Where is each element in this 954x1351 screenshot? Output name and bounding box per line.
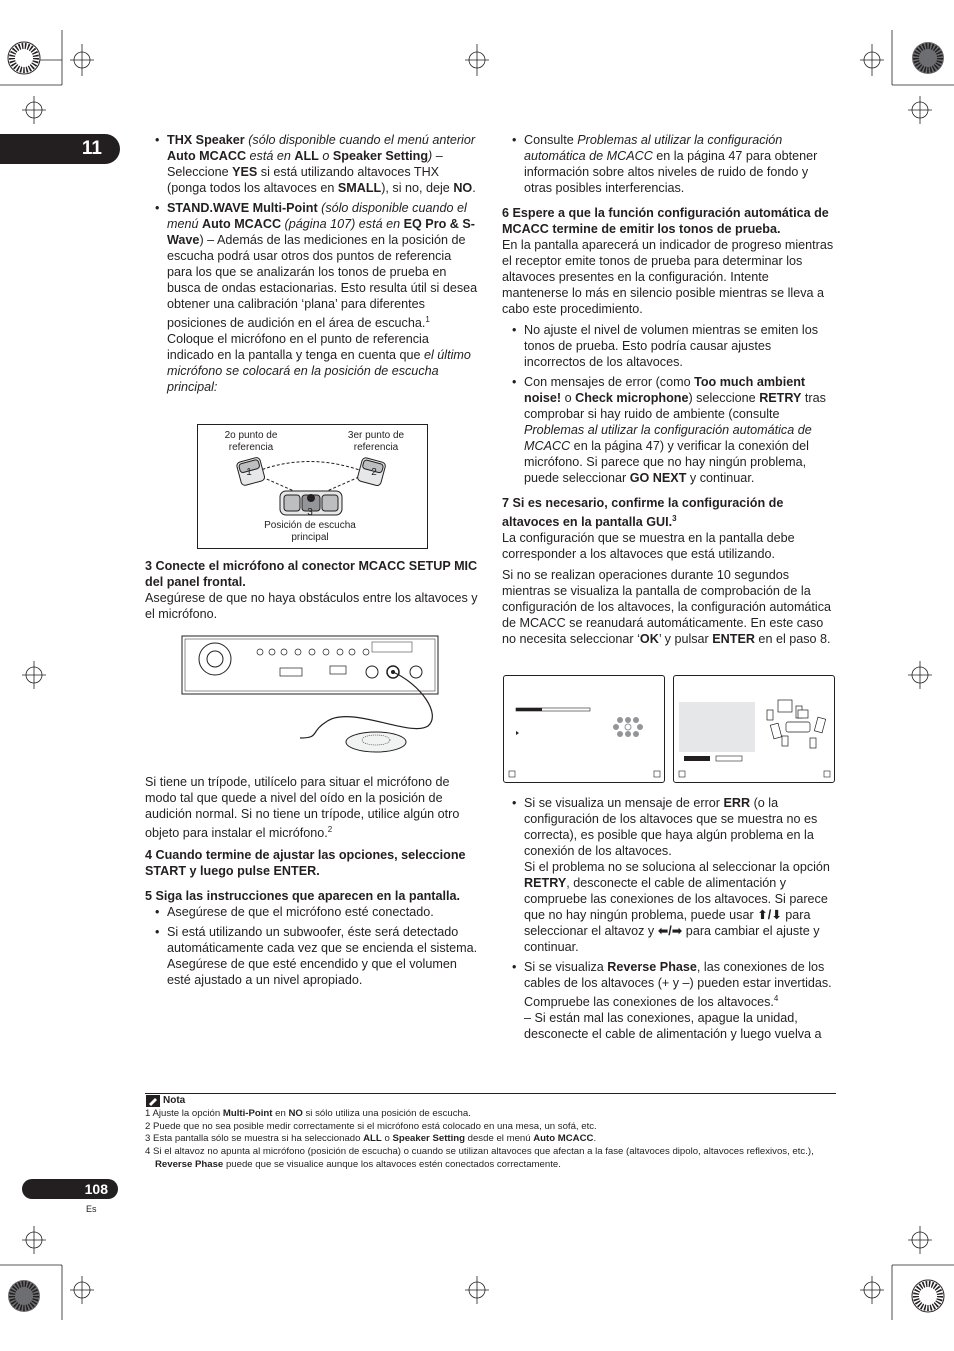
front-panel-figure (180, 634, 442, 754)
progress-screen-figure (503, 675, 665, 783)
step-7-p1: La configuración que se muestra en la pantalla debe corresponder a los altavoces que está utilizando. (502, 531, 795, 562)
chapter-tab: 11 (0, 134, 120, 164)
language-code: Es (86, 1204, 97, 1214)
step-5-bullet-2: • Si está utilizando un subwoofer, éste será detectado automáticamente cada vez que se encienda el sistema. Asegúrese de que esté encendido y que el volumen esté ajustado a un nivel apropiado. (145, 924, 478, 988)
listening-position-label: Posición de escucha principal (264, 520, 356, 543)
right-column-lower (502, 795, 836, 1046)
point-3-number: 3 (307, 507, 313, 518)
reverse-phase-bullet: • Si se visualiza Reverse Phase, las conexiones de los cables de los altavoces (+ y –) pueden estar invertidas. Compruebe las conexiones de los altavoces.$^4$ – Si están mal las conexiones, apague la unidad, desconecte el cable de alimentación y luego vuelva a (502, 959, 836, 1042)
step-5-bullet-1: • Asegúrese de que el micrófono esté conectado. (145, 904, 478, 920)
footnote-3: 3 Esta pantalla sólo se muestra si ha seleccionado ALL o Speaker Setting desde el menú Auto MCACC. (145, 1133, 597, 1145)
right-column (502, 132, 836, 652)
footnote-2: 2 Puede que no sea posible medir correctamente si el micrófono está colocado en una mesa, un sofá, etc. (145, 1120, 597, 1132)
step-6-bullet-2: • Con mensajes de error (como Too much ambient noise! o Check microphone) seleccione RETRY tras comprobar si hay ruido de ambiente (consulte Problemas al utilizar la configuración automática de MCACC en la página 47) y verificar la conexión del micrófono. Si parece que no hay ningún problema, puede seleccionar GO NEXT y continuar. (502, 374, 836, 486)
page-number: 108 (22, 1179, 118, 1199)
step-5: 5 Siga las instrucciones que aparecen en la pantalla. • Asegúrese de que el micrófono esté conectado. • Si está utilizando un subwoofer, éste será detectado automáticamente cada vez que se encienda el sistema. Asegúrese de que esté encendido y que el volumen esté ajustado a un nivel apropiado. (145, 888, 478, 992)
note-pencil-icon (146, 1095, 160, 1107)
left-column (145, 132, 478, 399)
front-panel-drawing (180, 634, 442, 754)
reference-points-figure (197, 424, 428, 549)
step-7-p2: Si no se realizan operaciones durante 10 segundos mientras se visualiza la pantalla de comprobación de la configuración de los altavoces, la configuración automática de MCACC se reanudará automáticamente. En este caso no necesita seleccionar ‘OK’ y pulsar ENTER en el paso 8. (502, 568, 832, 647)
step-6-title: 6 Espere a que la función configuración automática de MCACC termine de emitir los tonos de prueba. (502, 206, 829, 236)
speaker-check-screen-figure (673, 675, 835, 783)
ref-point-3-label: 3er punto de referencia (347, 430, 405, 453)
ref-point-2-label: 2o punto de referencia (224, 430, 278, 453)
progress-screen-drawing (504, 676, 666, 784)
point-2-number: 2 (371, 467, 377, 478)
step-3: 3 Conecte el micrófono al conector MCACC SETUP MIC del panel frontal. Asegúrese de que no haya obstáculos entre los altavoces y el micrófono. (145, 559, 478, 621)
speaker-check-screen-drawing (674, 676, 836, 784)
standwave-bullet: • STAND.WAVE Multi-Point (sólo disponible cuando el menú Auto MCACC (página 107) está en EQ Pro & S-Wave) – Además de las mediciones en la posición de escucha podrá usar otros dos puntos de referencia para los que se analizarán los tonos de prueba en busca de ondas estacionarias. Esto resulta útil si desea obtener una calibración ‘plana’ para diferentes posiciones de audición en el área de escucha.$^1$ Coloque el micrófono en el punto de referencia indicado en la pantalla y tenga en cuenta que el último micrófono se colocará en la posición de escucha principal: (145, 200, 478, 395)
footnote-1: 1 Ajuste la opción Multi-Point en NO si sólo utiliza una posición de escucha. (145, 1107, 471, 1119)
step-6-text: En la pantalla aparecerá un indicador de progreso mientras el receptor emite tonos de prueba para determinar los altavoces presentes en la configuración. Intente mantenerse lo más en silencio posible mientras se lleva a cabo este procedimiento. (502, 238, 834, 316)
step-6-bullet-1: • No ajuste el nivel de volumen mientras se emiten los tonos de prueba. Esto podría causar ajustes incorrectos de los altavoces. (502, 322, 836, 370)
note-heading: Nota (145, 1095, 836, 1108)
footnote-4: 4 Si el altavoz no apunta al micrófono (posición de escucha) o cuando se utilizan altavoces que afectan a la fase (altavoces dipolo, altavoces reflexivos, etc.), Reverse Phase puede que se visualice aunque los altavoces estén conectados correctamente. (145, 1146, 814, 1170)
err-bullet: • Si se visualiza un mensaje de error ERR (o la configuración de los altavoces que se muestra no es correcta), es posible que haya algún problema en la conexión de los altavoces. Si el problema no se soluciona al seleccionar la opción RETRY, desconecte el cable de alimentación y compruebe las conexiones de los altavoces. Si parece que no hay ningún problema, puede usar ⬆/⬇ para seleccionar el altavoz y ⬅/➡ para cambiar el ajuste y continuar. (502, 795, 836, 955)
point-1-number: 1 (246, 467, 252, 478)
consult-bullet: • Consulte Problemas al utilizar la configuración automática de MCACC en la página 47 para obtener información sobre altos niveles de ruido de fondo y otras posibles interferencias. (502, 132, 836, 196)
footnotes (145, 1093, 836, 1172)
thx-speaker-bullet: • THX Speaker (sólo disponible cuando el menú anterior Auto MCACC está en ALL o Speaker Setting) – Seleccione YES si está utilizando altavoces THX (ponga todos los altavoces en SMALL), si no, deje NO. (145, 132, 478, 196)
tripod-paragraph: Si tiene un trípode, utilícelo para situar el micrófono de modo tal que quede a nivel del oído en la posición de audición normal. Si no tiene un trípode, utilice algún otro objeto para instalar el micrófono.$^2$ (145, 775, 460, 841)
step-7-title: 7 Si es necesario, confirme la configuración de altavoces en la pantalla GUI.$^3$ (502, 496, 784, 530)
step-4: 4 Cuando termine de ajustar las opciones, seleccione START y luego pulse ENTER. (145, 848, 466, 878)
